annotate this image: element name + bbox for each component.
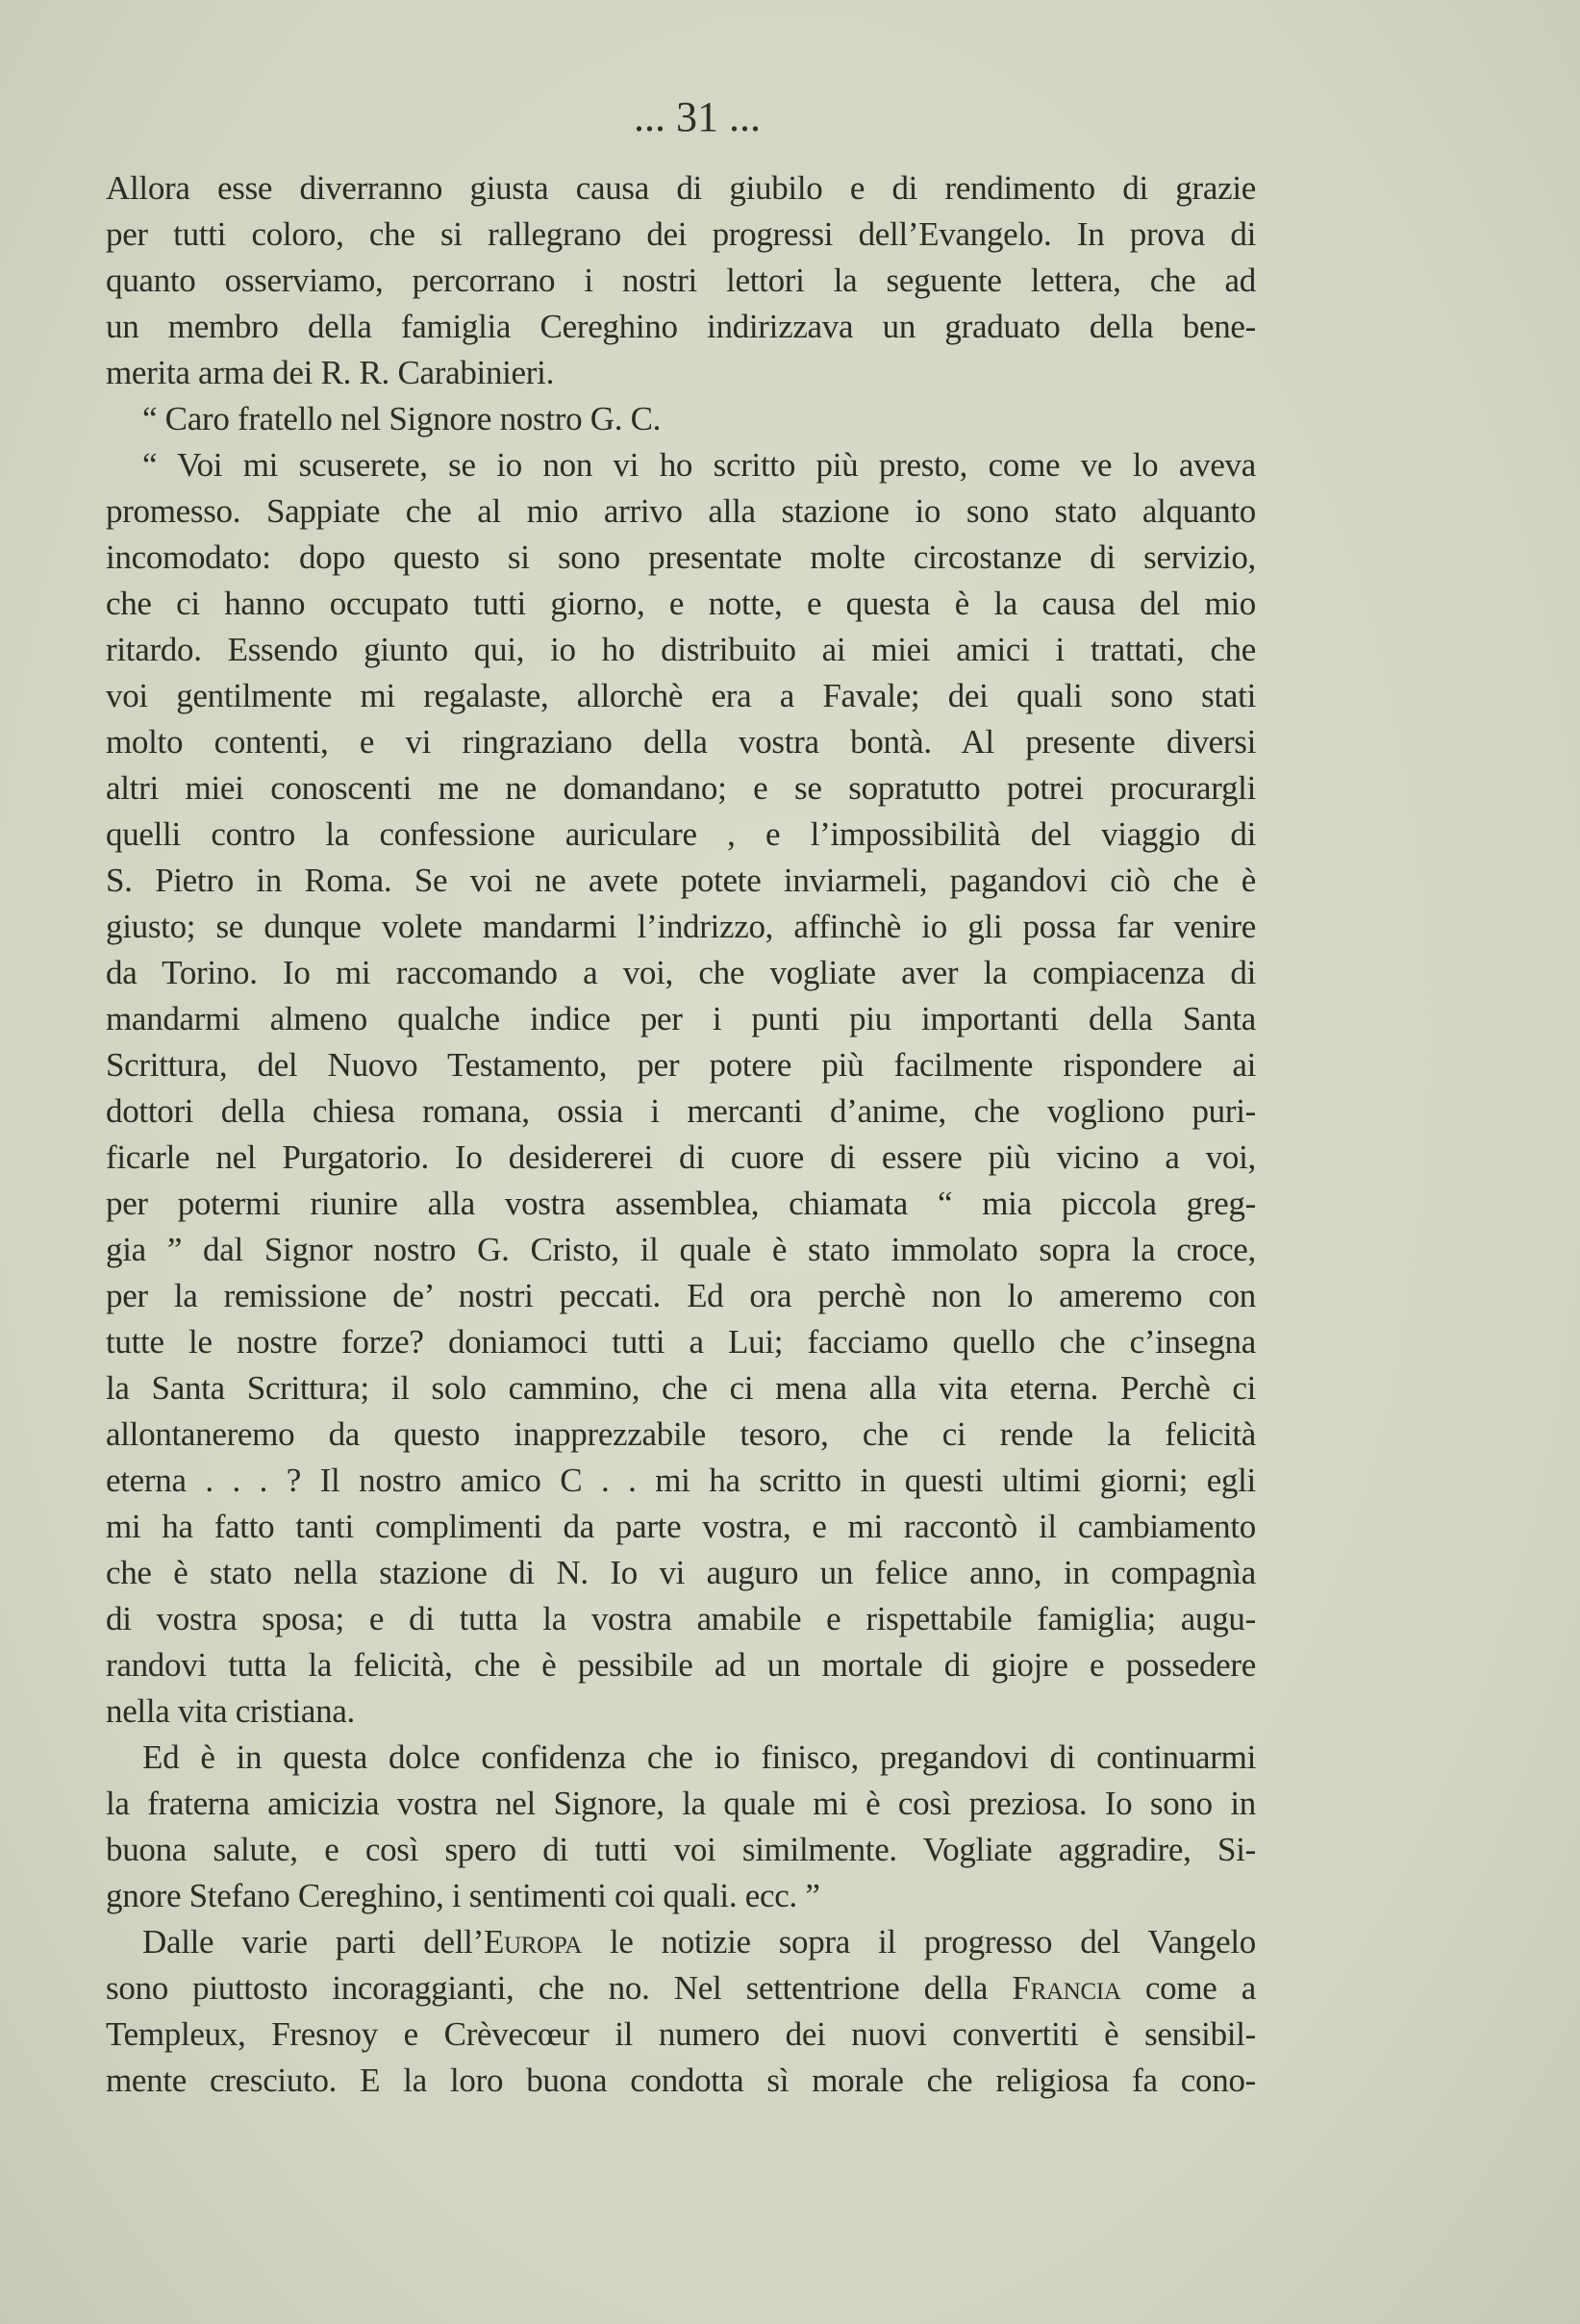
text-line xyxy=(106,996,1256,1042)
text-line xyxy=(106,812,1256,858)
text-line xyxy=(106,1181,1256,1227)
text-line xyxy=(106,627,1256,673)
text-segment: un membro della famiglia Cereghino indirizzava un graduato della bene- xyxy=(106,308,1256,345)
text-line xyxy=(106,904,1256,950)
text-line xyxy=(106,1965,1256,2012)
text-segment: mandarmi almeno qualche indice per i punti piu importanti della Santa xyxy=(106,1000,1256,1037)
text-segment: giusto; se dunque volete mandarmi l’indrizzo, affinchè io gli possa far venire xyxy=(106,908,1256,945)
text-segment: buona salute, e così spero di tutti voi similmente. Vogliate aggradire, Si- xyxy=(106,1831,1256,1868)
text-line xyxy=(106,1873,1256,1919)
text-segment: che è stato nella stazione di N. Io vi auguro un felice anno, in compagnìa xyxy=(106,1554,1256,1591)
text-segment: nella vita cristiana. xyxy=(106,1692,356,1730)
text-segment: quanto osserviamo, percorrano i nostri lettori la seguente lettera, che ad xyxy=(106,262,1256,299)
text-line xyxy=(106,673,1256,719)
text-line xyxy=(106,258,1256,304)
text-segment: Ed è in questa dolce confidenza che io finisco, pregandovi di continuarmi xyxy=(142,1738,1256,1776)
text-segment: eterna . . . ? Il nostro amico C . . mi ha scritto in questi ultimi giorni; egli xyxy=(106,1462,1256,1499)
text-line xyxy=(106,1781,1256,1827)
text-line xyxy=(106,1319,1256,1365)
text-segment: gia ” dal Signor nostro G. Cristo, il quale è stato immolato sopra la croce, xyxy=(106,1231,1256,1268)
text-line xyxy=(106,581,1256,627)
text-segment: Dalle varie parti dell’ xyxy=(142,1923,484,1961)
text-line xyxy=(106,1596,1256,1642)
text-segment: incomodato: dopo questo si sono presentate molte circostanze di servizio, xyxy=(106,538,1256,576)
text-segment: mente cresciuto. E la loro buona condotta sì morale che religiosa fa cono- xyxy=(106,2062,1256,2099)
text-line xyxy=(106,1504,1256,1550)
text-segment: come a xyxy=(1120,1969,1256,2007)
text-line xyxy=(106,1827,1256,1873)
text-segment: ritardo. Essendo giunto qui, io ho distribuito ai miei amici i trattati, che xyxy=(106,631,1256,668)
text-line xyxy=(106,858,1256,904)
text-line xyxy=(106,1412,1256,1458)
text-segment: S. Pietro in Roma. Se voi ne avete potete inviarmeli, pagandovi ciò che è xyxy=(106,862,1256,899)
text-segment: tutte le nostre forze? doniamoci tutti a Lui; facciamo quello che c’insegna xyxy=(106,1323,1256,1361)
text-segment: di vostra sposa; e di tutta la vostra amabile e rispettabile famiglia; augu- xyxy=(106,1600,1256,1637)
text-segment: “ Voi mi scuserete, se io non vi ho scritto più presto, come ve lo aveva xyxy=(142,446,1256,484)
text-line xyxy=(106,1135,1256,1181)
text-segment: Europa xyxy=(483,1923,582,1961)
text-segment: sono piuttosto incoraggianti, che no. Nel settentrione della xyxy=(106,1969,1013,2007)
text-line xyxy=(106,1273,1256,1319)
text-line xyxy=(106,2058,1256,2104)
text-line xyxy=(106,1227,1256,1273)
text-line xyxy=(106,304,1256,350)
text-segment: le notizie sopra il progresso del Vangelo xyxy=(581,1923,1256,1961)
text-line xyxy=(106,1550,1256,1596)
text-line xyxy=(106,396,1256,442)
text-segment: molto contenti, e vi ringraziano della vostra bontà. Al presente diversi xyxy=(106,723,1256,761)
text-segment: Scrittura, del Nuovo Testamento, per potere più facilmente rispondere ai xyxy=(106,1046,1256,1084)
text-segment: Templeux, Fresnoy e Crèvecœur il numero dei nuovi convertiti è sensibil- xyxy=(106,2015,1256,2053)
text-line xyxy=(106,2012,1256,2058)
text-line xyxy=(106,1088,1256,1135)
text-segment: promesso. Sappiate che al mio arrivo alla stazione io sono stato alquanto xyxy=(106,492,1256,530)
text-line xyxy=(106,1458,1256,1504)
text-segment: per la remissione de’ nostri peccati. Ed ora perchè non lo ameremo con xyxy=(106,1277,1256,1314)
body-text xyxy=(106,165,1256,2104)
text-line xyxy=(106,1042,1256,1088)
text-segment: la Santa Scrittura; il solo cammino, che ci mena alla vita eterna. Perchè ci xyxy=(106,1369,1256,1407)
text-segment: da Torino. Io mi raccomando a voi, che vogliate aver la compiacenza di xyxy=(106,954,1256,991)
text-segment: la fraterna amicizia vostra nel Signore, la quale mi è così preziosa. Io sono in xyxy=(106,1785,1256,1822)
text-segment: mi ha fatto tanti complimenti da parte vostra, e mi raccontò il cambiamento xyxy=(106,1508,1256,1545)
text-line xyxy=(106,442,1256,488)
text-line xyxy=(106,1642,1256,1688)
text-segment: allontaneremo da questo inapprezzabile tesoro, che ci rende la felicità xyxy=(106,1415,1256,1453)
text-line xyxy=(106,719,1256,765)
text-segment: voi gentilmente mi regalaste, allorchè era a Favale; dei quali sono stati xyxy=(106,677,1256,714)
text-segment: che ci hanno occupato tutti giorno, e notte, e questa è la causa del mio xyxy=(106,585,1256,622)
text-segment: gnore Stefano Cereghino, i sentimenti coi quali. ecc. ” xyxy=(106,1877,820,1914)
text-line xyxy=(106,1735,1256,1781)
text-segment: “ Caro fratello nel Signore nostro G. C. xyxy=(142,400,662,437)
text-line xyxy=(106,488,1256,535)
text-line xyxy=(106,165,1256,212)
text-segment: dottori della chiesa romana, ossia i mercanti d’anime, che vogliono puri- xyxy=(106,1092,1256,1130)
text-line xyxy=(106,212,1256,258)
text-segment: quelli contro la confessione auriculare , e l’impossibilità del viaggio di xyxy=(106,815,1256,853)
text-line xyxy=(106,765,1256,812)
text-line xyxy=(106,950,1256,996)
text-segment: ficarle nel Purgatorio. Io desidererei di cuore di essere più vicino a voi, xyxy=(106,1138,1256,1176)
text-line xyxy=(106,350,1256,396)
text-segment: randovi tutta la felicità, che è pessibile ad un mortale di giojre e possedere xyxy=(106,1646,1256,1684)
text-segment: altri miei conoscenti me ne domandano; e se sopratutto potrei procurargli xyxy=(106,769,1256,807)
text-line xyxy=(106,1688,1256,1735)
text-line xyxy=(106,535,1256,581)
text-line xyxy=(106,1365,1256,1412)
text-segment: Francia xyxy=(1012,1969,1121,2007)
text-segment: per tutti coloro, che si rallegrano dei progressi dell’Evangelo. In prova di xyxy=(106,215,1256,253)
page-number: ... 31 ... xyxy=(634,93,761,140)
text-segment: Allora esse diverranno giusta causa di giubilo e di rendimento di grazie xyxy=(106,169,1256,207)
text-segment: merita arma dei R. R. Carabinieri. xyxy=(106,354,555,391)
text-segment: per potermi riunire alla vostra assemblea, chiamata “ mia piccola greg- xyxy=(106,1185,1256,1222)
text-line xyxy=(106,1919,1256,1965)
